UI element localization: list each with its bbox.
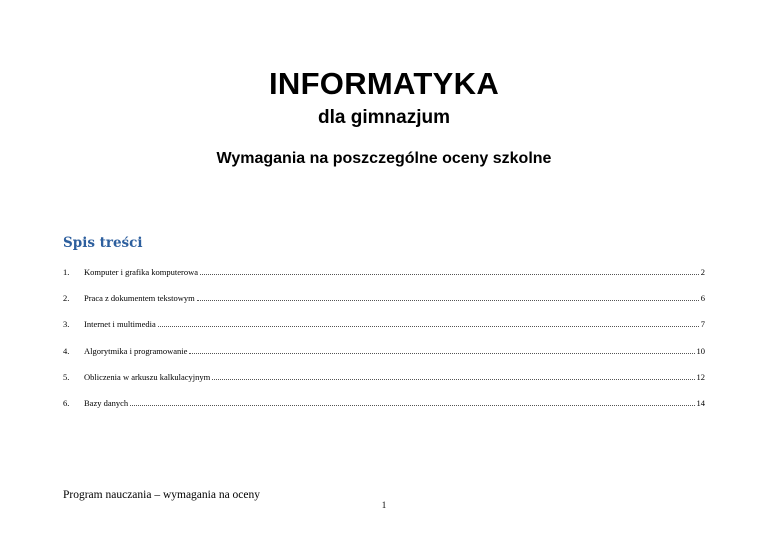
document-subtitle: dla gimnazjum: [318, 107, 450, 128]
toc-title: Spis treści: [63, 235, 143, 251]
toc-entry-number: 6.: [63, 397, 70, 408]
toc-entry-label[interactable]: Internet i multimedia: [84, 319, 156, 330]
toc-entry[interactable]: [63, 317, 705, 332]
footer-text: Program nauczania – wymagania na oceny: [63, 489, 261, 501]
toc-entry-page[interactable]: 2: [700, 267, 705, 277]
toc-entry-label[interactable]: Praca z dokumentem tekstowym: [84, 293, 195, 304]
toc-entry-number: 1.: [63, 267, 70, 277]
toc-entry[interactable]: [63, 370, 705, 385]
toc-dot-leader: [158, 326, 699, 327]
toc-entry-page[interactable]: 6: [700, 293, 705, 304]
toc-entry-label[interactable]: Algorytmika i programowanie: [84, 345, 188, 356]
toc-entry[interactable]: [63, 396, 705, 411]
toc-entry-page[interactable]: 10: [696, 345, 705, 356]
toc-entry[interactable]: [63, 344, 705, 359]
toc-entry-label[interactable]: Bazy danych: [84, 397, 129, 408]
toc-dot-leader: [197, 300, 699, 301]
toc-entry-number: 5.: [63, 371, 70, 382]
toc-entry-page[interactable]: 14: [696, 397, 705, 408]
document-heading: Wymagania na poszczególne oceny szkolne: [216, 150, 552, 167]
document-title: INFORMATYKA: [268, 66, 500, 101]
toc-dot-leader: [189, 353, 694, 354]
toc-entry-label[interactable]: Obliczenia w arkuszu kalkulacyjnym: [84, 371, 211, 382]
toc-dot-leader: [212, 379, 694, 380]
toc-entry-page[interactable]: 12: [696, 371, 705, 382]
toc-entry-number: 3.: [63, 319, 70, 330]
toc-entry-label[interactable]: Komputer i grafika komputerowa: [84, 267, 199, 277]
toc-entry-number: 2.: [63, 293, 70, 304]
toc-entry[interactable]: [63, 291, 705, 306]
toc-entry-number: 4.: [63, 345, 70, 356]
toc-dot-leader: [130, 405, 694, 406]
toc-entry-page[interactable]: 7: [700, 319, 705, 330]
toc-dot-leader: [200, 274, 699, 275]
table-of-contents: [63, 265, 705, 422]
page-number: 1: [381, 500, 387, 510]
toc-entry[interactable]: [63, 265, 705, 280]
